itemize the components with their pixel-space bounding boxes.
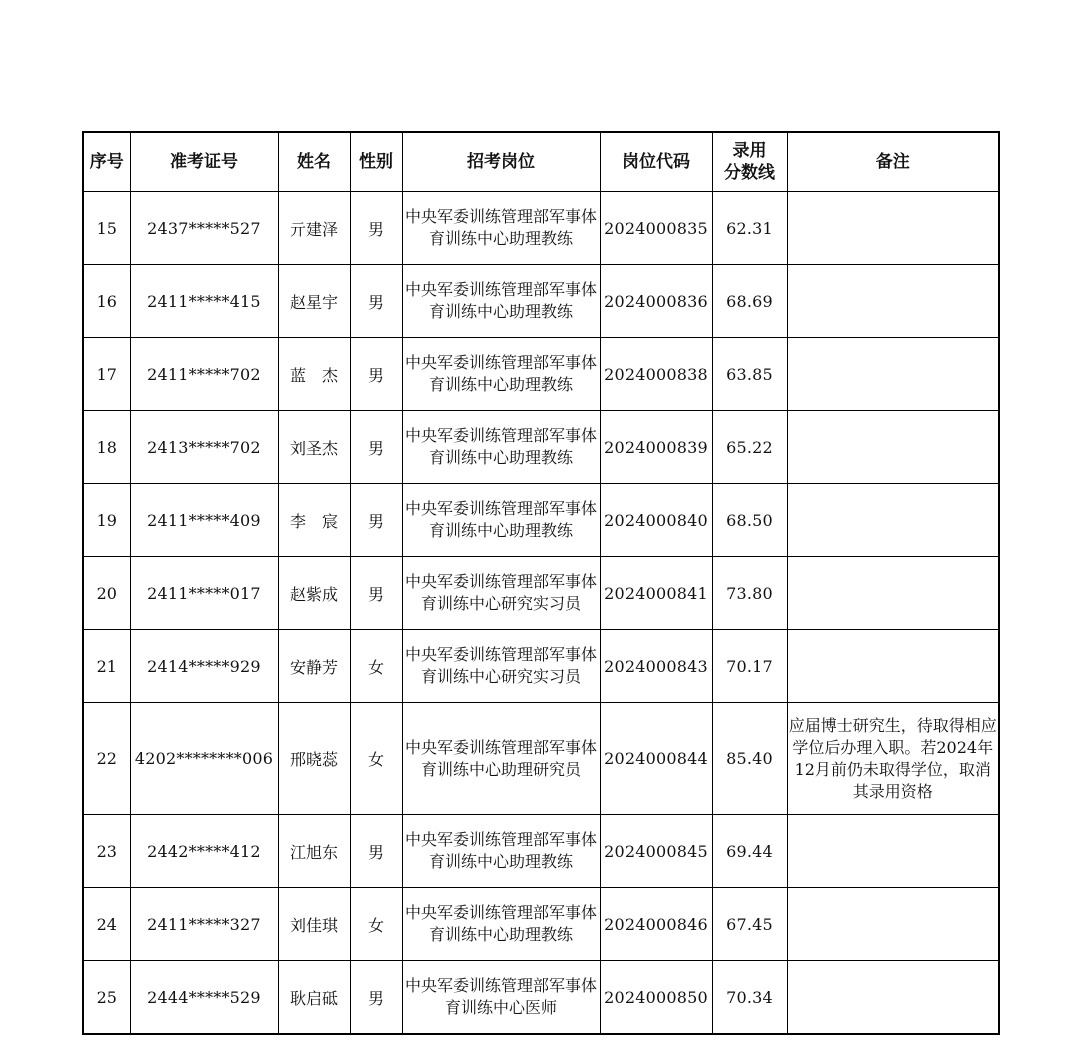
table-row (83, 557, 999, 630)
note-cell: 应届博士研究生，待取得相应学位后办理入职。若2024年12月前仍未取得学位，取消其录用资格 (787, 703, 999, 815)
seq-cell: 24 (83, 888, 130, 961)
header-score (712, 132, 787, 192)
code-cell: 2024000845 (600, 815, 712, 888)
exam-no-cell: 2411*****415 (130, 265, 278, 338)
position-cell: 中央军委训练管理部军事体育训练中心助理教练 (402, 338, 600, 411)
note-cell (787, 630, 999, 703)
code-cell: 2024000835 (600, 192, 712, 265)
score-cell: 68.69 (712, 265, 787, 338)
position-cell: 中央军委训练管理部军事体育训练中心助理教练 (402, 888, 600, 961)
exam-no-cell: 2411*****702 (130, 338, 278, 411)
score-cell: 70.34 (712, 961, 787, 1035)
name-cell: 安静芳 (278, 630, 350, 703)
seq-cell: 19 (83, 484, 130, 557)
name-cell: 刘佳琪 (278, 888, 350, 961)
note-cell (787, 557, 999, 630)
note-cell (787, 484, 999, 557)
score-cell: 69.44 (712, 815, 787, 888)
header-gender: 性别 (350, 132, 402, 192)
seq-cell: 20 (83, 557, 130, 630)
seq-cell: 15 (83, 192, 130, 265)
gender-cell: 男 (350, 265, 402, 338)
header-row (83, 132, 999, 192)
gender-cell: 女 (350, 703, 402, 815)
position-cell: 中央军委训练管理部军事体育训练中心研究实习员 (402, 557, 600, 630)
table-row (83, 703, 999, 815)
seq-cell: 17 (83, 338, 130, 411)
exam-no-cell: 2411*****327 (130, 888, 278, 961)
code-cell: 2024000840 (600, 484, 712, 557)
header-seq: 序号 (83, 132, 130, 192)
table-row (83, 961, 999, 1035)
score-cell: 73.80 (712, 557, 787, 630)
header-exam-no: 准考证号 (130, 132, 278, 192)
header-note: 备注 (787, 132, 999, 192)
exam-no-cell: 2442*****412 (130, 815, 278, 888)
note-cell (787, 411, 999, 484)
note-cell (787, 265, 999, 338)
gender-cell: 男 (350, 338, 402, 411)
gender-cell: 女 (350, 888, 402, 961)
gender-cell: 男 (350, 411, 402, 484)
note-cell (787, 338, 999, 411)
name-cell: 赵星宇 (278, 265, 350, 338)
note-cell (787, 888, 999, 961)
seq-cell: 16 (83, 265, 130, 338)
gender-cell: 男 (350, 961, 402, 1035)
gender-cell: 男 (350, 557, 402, 630)
table-body (83, 192, 999, 1035)
position-cell: 中央军委训练管理部军事体育训练中心助理教练 (402, 192, 600, 265)
position-cell: 中央军委训练管理部军事体育训练中心助理研究员 (402, 703, 600, 815)
position-cell: 中央军委训练管理部军事体育训练中心医师 (402, 961, 600, 1035)
name-cell: 赵紫成 (278, 557, 350, 630)
code-cell: 2024000836 (600, 265, 712, 338)
score-cell: 65.22 (712, 411, 787, 484)
table-row (83, 484, 999, 557)
code-cell: 2024000850 (600, 961, 712, 1035)
seq-cell: 25 (83, 961, 130, 1035)
position-cell: 中央军委训练管理部军事体育训练中心研究实习员 (402, 630, 600, 703)
code-cell: 2024000839 (600, 411, 712, 484)
score-cell: 62.31 (712, 192, 787, 265)
admission-table (82, 131, 1000, 1035)
exam-no-cell: 2411*****409 (130, 484, 278, 557)
position-cell: 中央军委训练管理部军事体育训练中心助理教练 (402, 484, 600, 557)
note-cell (787, 961, 999, 1035)
gender-cell: 男 (350, 192, 402, 265)
exam-no-cell: 2413*****702 (130, 411, 278, 484)
table-row (83, 815, 999, 888)
score-cell: 85.40 (712, 703, 787, 815)
header-name: 姓名 (278, 132, 350, 192)
header-score-line1: 录用 (732, 141, 767, 161)
code-cell: 2024000841 (600, 557, 712, 630)
code-cell: 2024000844 (600, 703, 712, 815)
score-cell: 70.17 (712, 630, 787, 703)
name-cell: 江旭东 (278, 815, 350, 888)
name-cell: 邢晓蕊 (278, 703, 350, 815)
position-cell: 中央军委训练管理部军事体育训练中心助理教练 (402, 815, 600, 888)
score-cell: 67.45 (712, 888, 787, 961)
exam-no-cell: 4202********006 (130, 703, 278, 815)
seq-cell: 18 (83, 411, 130, 484)
code-cell: 2024000843 (600, 630, 712, 703)
gender-cell: 男 (350, 484, 402, 557)
note-cell (787, 192, 999, 265)
note-cell (787, 815, 999, 888)
table-row (83, 192, 999, 265)
table-row (83, 338, 999, 411)
exam-no-cell: 2414*****929 (130, 630, 278, 703)
name-cell: 亓建泽 (278, 192, 350, 265)
exam-no-cell: 2411*****017 (130, 557, 278, 630)
name-cell: 刘圣杰 (278, 411, 350, 484)
code-cell: 2024000838 (600, 338, 712, 411)
gender-cell: 男 (350, 815, 402, 888)
table-row (83, 265, 999, 338)
score-cell: 63.85 (712, 338, 787, 411)
name-cell: 耿启砥 (278, 961, 350, 1035)
header-position: 招考岗位 (402, 132, 600, 192)
exam-no-cell: 2437*****527 (130, 192, 278, 265)
seq-cell: 21 (83, 630, 130, 703)
seq-cell: 22 (83, 703, 130, 815)
table-row (83, 411, 999, 484)
table-row (83, 630, 999, 703)
name-cell: 李 宸 (278, 484, 350, 557)
exam-no-cell: 2444*****529 (130, 961, 278, 1035)
score-cell: 68.50 (712, 484, 787, 557)
code-cell: 2024000846 (600, 888, 712, 961)
position-cell: 中央军委训练管理部军事体育训练中心助理教练 (402, 411, 600, 484)
position-cell: 中央军委训练管理部军事体育训练中心助理教练 (402, 265, 600, 338)
name-cell: 蓝 杰 (278, 338, 350, 411)
header-code: 岗位代码 (600, 132, 712, 192)
gender-cell: 女 (350, 630, 402, 703)
table-row (83, 888, 999, 961)
header-score-line2: 分数线 (724, 163, 775, 183)
seq-cell: 23 (83, 815, 130, 888)
